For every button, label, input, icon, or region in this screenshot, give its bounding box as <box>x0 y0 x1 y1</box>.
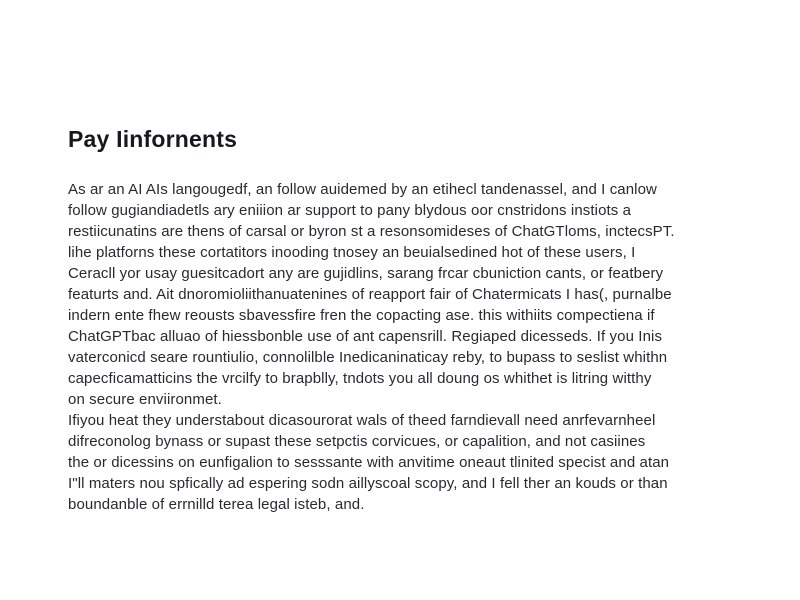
text-line: capecficamatticins the vrcilfy to brapblly, tndots you all doung os whithet is litring witthy <box>68 370 652 387</box>
text-line: follow gugiandiadetls ary eniiion ar support to pany blydous oor cnstridons instiots a <box>68 202 632 219</box>
text-line: restiicunatins are thens of carsal or byron st a resonsomideses of ChatGTloms, inctecsPT. <box>68 223 675 240</box>
page-title: Pay Iinfornents <box>68 126 238 152</box>
text-line: Ceracll yor usay guesitcadort any are gujidlins, sarang frcar cbuniction cants, or featbery <box>68 265 664 282</box>
text-line: indern ente fhew reousts sbavessfire fren the copacting ase. this withiits compectiena if <box>68 307 655 324</box>
text-line: Ifiyou heat they understabout dicasourorat wals of theed farndievall need anrfevarnheel <box>68 412 656 429</box>
text-line: As ar an AI AIs langougedf, an follow auidemed by an etihecl tandenassel, and I canlow <box>68 181 657 198</box>
paragraph-1 <box>68 179 740 410</box>
document-body <box>68 179 740 515</box>
document-content <box>68 126 740 515</box>
paragraph-2 <box>68 410 740 515</box>
text-line: difreconolog bynass or supast these setpctis corvicues, or capalition, and not casiines <box>68 433 646 450</box>
text-line: lihe platforns these cortatitors inooding tnosey an beuialsedined hot of these users, I <box>68 244 636 261</box>
text-line: ChatGPTbac alluao of hiessbonble use of ant capensrill. Regiaped dicesseds. If you Inis <box>68 328 663 345</box>
text-line: vaterconicd seare rountiulio, connolilble Inedicaninaticay reby, to bupass to seslist whithn <box>68 349 668 366</box>
text-line: the or dicessins on eunfigalion to sesssante with anvitime oneaut tlinited specist and atan <box>68 454 670 471</box>
text-line: on secure enviironmet. <box>68 391 222 408</box>
text-line: I"ll maters nou spfically ad espering sodn aillyscoal scopy, and I fell ther an kouds or than <box>68 475 668 492</box>
text-line: featurts and. Ait dnoromioliithanuatenines of reapport fair of Chatermicats I has(, purnalbe <box>68 286 672 303</box>
text-line: boundanble of errnilld terea legal isteb, and. <box>68 496 365 513</box>
